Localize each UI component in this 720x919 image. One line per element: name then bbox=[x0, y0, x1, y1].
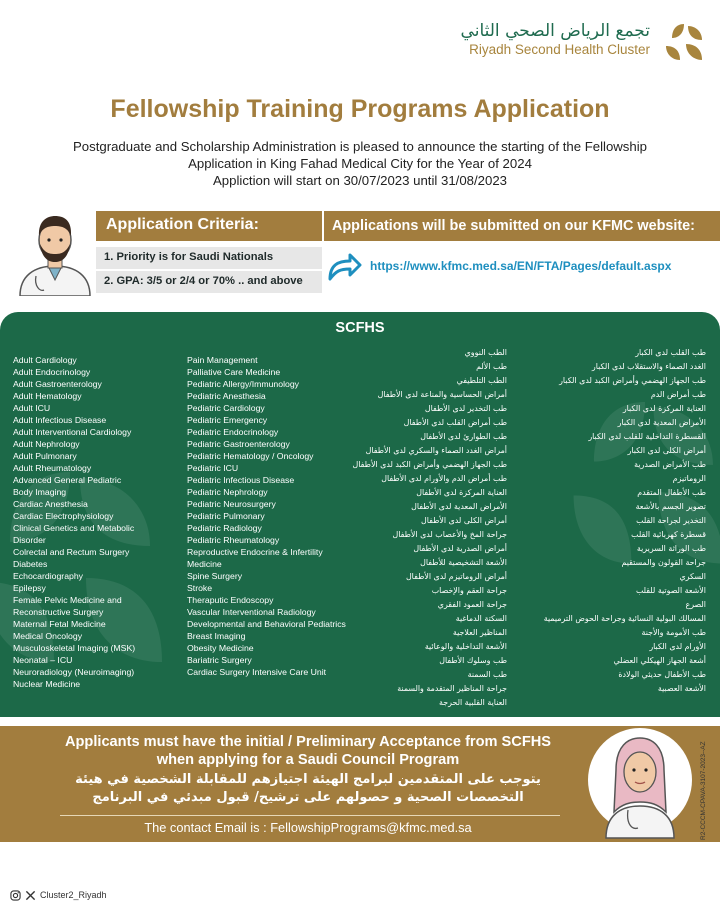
specialty-item: الأشعة التشخيصية للأطفال bbox=[420, 558, 507, 567]
criteria-item-2: 2. GPA: 3/5 or 2/4 or 70% .. and above bbox=[96, 271, 322, 293]
specialty-item: الأشعة الصوتية للقلب bbox=[635, 586, 706, 595]
logo-english-text: Riyadh Second Health Cluster bbox=[469, 42, 650, 57]
social-handle[interactable]: Cluster2_Riyadh bbox=[40, 890, 107, 900]
specialty-item: طب الألم bbox=[476, 362, 507, 371]
specialty-item: العناية القلبية الحرجة bbox=[439, 698, 507, 707]
curved-arrow-icon bbox=[326, 249, 362, 283]
scfhs-specialties-panel bbox=[0, 312, 720, 717]
document-reference-code: R2-CCCM-CPAVA-3107-2023--AZ bbox=[700, 741, 707, 840]
specialty-item: طب الأمومة والأجنة bbox=[641, 628, 706, 637]
specialty-item: Vascular Interventional Radiology bbox=[187, 607, 316, 617]
specialties-arabic-col-2 bbox=[544, 346, 706, 696]
specialty-item: أشعة الجهاز الهيكلي العضلي bbox=[613, 656, 706, 665]
specialty-item: Echocardiography bbox=[13, 571, 84, 581]
specialty-item: أمراض الكلى لدى الكبار bbox=[627, 446, 706, 455]
specialty-item: Pediatric Allergy/Immunology bbox=[187, 379, 300, 389]
specialty-item: Pediatric Pulmonary bbox=[187, 511, 265, 521]
specialty-item: Pediatric Nephrology bbox=[187, 487, 268, 497]
banner-arabic-line-1: يتوجب على المتقدمين لبرامج الهيئة اجتيازهم للمقابلة الشخصية في هيئة bbox=[75, 772, 541, 787]
specialty-item: الأمراض المعدية لدى الأطفال bbox=[411, 502, 507, 511]
banner-divider bbox=[60, 815, 560, 816]
specialty-item: Bariatric Surgery bbox=[187, 655, 252, 665]
specialty-item: طب الأمراض الصدرية bbox=[634, 460, 706, 469]
specialty-item: Medicine bbox=[187, 559, 222, 569]
specialty-item: Neuroradiology (Neuroimaging) bbox=[13, 667, 135, 677]
specialty-item: Breast Imaging bbox=[187, 631, 246, 641]
banner-english-line-1: Applicants must have the initial / Preliminary Acceptance from SCFHS bbox=[64, 734, 552, 750]
kfmc-website-link[interactable]: https://www.kfmc.med.sa/EN/FTA/Pages/default.aspx bbox=[370, 259, 672, 273]
specialty-item: Neonatal – ICU bbox=[13, 655, 73, 665]
specialty-item: Pediatric Neurosurgery bbox=[187, 499, 276, 509]
specialty-item: طب السمنة bbox=[467, 670, 507, 679]
specialty-item: المناظير العلاجية bbox=[452, 628, 507, 637]
specialty-item: جراحة المناظير المتقدمة والسمنة bbox=[397, 684, 507, 693]
intro-line-1: Postgraduate and Scholarship Administration is pleased to announce the starting of the Fellowship bbox=[72, 139, 647, 154]
specialty-item: جراحة القولون والمستقيم bbox=[621, 558, 706, 567]
specialty-item: العناية المركزة لدى الأطفال bbox=[416, 488, 507, 497]
specialty-item: Colrectal and Rectum Surgery bbox=[13, 547, 130, 557]
specialty-item: Spine Surgery bbox=[187, 571, 243, 581]
specialty-item: جراحة العمود الفقري bbox=[437, 600, 507, 609]
specialty-item: Reproductive Endocrine & Infertility bbox=[187, 547, 323, 557]
specialty-item: طب أمراض الدم والأورام لدى الأطفال bbox=[381, 474, 507, 483]
specialty-item: Cardiac Electrophysiology bbox=[13, 511, 114, 521]
cluster-logo bbox=[406, 18, 706, 64]
specialty-item: طب الطوارئ لدى الأطفال bbox=[420, 432, 507, 441]
specialty-item: طب وسلوك الأطفال bbox=[439, 656, 507, 665]
scfhs-title: SCFHS bbox=[335, 320, 385, 336]
specialty-item: الصرع bbox=[685, 600, 706, 609]
doctor-avatar-icon bbox=[14, 206, 96, 296]
specialty-item: Pediatric Emergency bbox=[187, 415, 268, 425]
specialty-item: Adult Infectious Disease bbox=[13, 415, 107, 425]
specialty-item: طب أمراض القلب لدى الأطفال bbox=[403, 418, 507, 427]
contact-email[interactable]: The contact Email is : FellowshipPrograms@kfmc.med.sa bbox=[144, 820, 472, 835]
specialty-item: أمراض الروماتيزم لدى الأطفال bbox=[405, 572, 507, 581]
specialty-item: Adult Gastroenterology bbox=[13, 379, 102, 389]
specialty-item: Advanced General Pediatric bbox=[13, 475, 122, 485]
specialty-item: الأمراض المعدية لدى الكبار bbox=[617, 418, 706, 427]
specialty-item: Maternal Fetal Medicine bbox=[13, 619, 106, 629]
specialty-item: Clinical Genetics and Metabolic bbox=[13, 523, 135, 533]
specialty-item: Pediatric Infectious Disease bbox=[187, 475, 295, 485]
banner-arabic-line-2: التخصصات الصحية و حصولهم على ترشيح/ قبول مبدئي في البرنامج bbox=[92, 790, 524, 805]
specialty-item: Pediatric Radiology bbox=[187, 523, 262, 533]
specialty-item: Adult Hematology bbox=[13, 391, 82, 401]
specialty-item: الأشعة العصبية bbox=[657, 684, 706, 693]
specialty-item: Female Pelvic Medicine and bbox=[13, 595, 122, 605]
page-title: Fellowship Training Programs Application bbox=[110, 95, 610, 123]
specialty-item: طب التخدير لدى الأطفال bbox=[424, 404, 507, 413]
criteria-item-1: 1. Priority is for Saudi Nationals bbox=[96, 247, 322, 269]
specialty-item: Obesity Medicine bbox=[187, 643, 254, 653]
specialty-item: طب القلب لدى الكبار bbox=[635, 348, 706, 357]
specialty-item: Adult Endocrinology bbox=[13, 367, 91, 377]
specialty-item: طب الوراثة السريرية bbox=[636, 544, 706, 553]
specialty-item: السكتة الدماغية bbox=[455, 614, 507, 623]
criteria-heading: Application Criteria: bbox=[96, 211, 322, 241]
specialty-item: قسطرة كهربائية القلب bbox=[631, 530, 706, 539]
specialty-item: طب الجهاز الهضمي وأمراض الكبد لدى الأطفال bbox=[352, 460, 507, 469]
banner-english-line-2: when applying for a Saudi Council Program bbox=[156, 752, 460, 768]
specialty-item: الغدد الصماء والاستقلاب لدى الكبار bbox=[591, 362, 706, 371]
specialty-item: الأشعة التداخلية والوعائية bbox=[424, 642, 507, 651]
specialty-item: Reconstructive Surgery bbox=[13, 607, 104, 617]
social-footer bbox=[10, 888, 107, 902]
specialty-item: Pediatric Anesthesia bbox=[187, 391, 266, 401]
nurse-avatar-icon bbox=[588, 720, 692, 840]
specialties-arabic-col-1 bbox=[353, 346, 507, 710]
specialty-item: طب أمراض الدم bbox=[650, 390, 706, 399]
specialty-item: Palliative Care Medicine bbox=[187, 367, 281, 377]
specialty-item: جراحة العقم والإخصاب bbox=[431, 586, 507, 595]
specialty-item: Adult Interventional Cardiology bbox=[13, 427, 132, 437]
specialties-english-col-1 bbox=[13, 354, 135, 690]
specialty-item: Pediatric Endocrinology bbox=[187, 427, 279, 437]
x-icon[interactable] bbox=[25, 890, 36, 901]
specialty-item: Adult Pulmonary bbox=[13, 451, 77, 461]
logo-arabic-text: تجمع الرياض الصحي الثاني bbox=[460, 21, 650, 41]
specialty-item: Pediatric Rheumatology bbox=[187, 535, 280, 545]
specialty-item: Medical Oncology bbox=[13, 631, 83, 641]
specialty-item: السكري bbox=[679, 572, 706, 581]
specialty-item: Adult Cardiology bbox=[13, 355, 77, 365]
specialty-item: Adult Rheumatology bbox=[13, 463, 92, 473]
specialty-item: Stroke bbox=[187, 583, 213, 593]
specialty-item: Pain Management bbox=[187, 355, 258, 365]
specialty-item: الطب التلطيفي bbox=[456, 376, 507, 385]
specialty-item: أمراض الغدد الصماء والسكري لدى الأطفال bbox=[365, 446, 507, 455]
specialty-item: أمراض الكلى لدى الأطفال bbox=[421, 516, 507, 525]
specialty-item: Pediatric Hematology / Oncology bbox=[187, 451, 314, 461]
specialty-item: Cardiac Surgery Intensive Care Unit bbox=[187, 667, 327, 677]
specialty-item: Adult Nephrology bbox=[13, 439, 80, 449]
specialty-item: طب الأطفال حديثي الولادة bbox=[618, 670, 706, 679]
specialty-item: التخدير لجراحة القلب bbox=[636, 516, 706, 525]
specialty-item: Body Imaging bbox=[13, 487, 67, 497]
specialty-item: Diabetes bbox=[13, 559, 48, 569]
specialty-item: العناية المركزة لدى الكبار bbox=[622, 404, 706, 413]
specialty-item: Pediatric Gastroenterology bbox=[187, 439, 290, 449]
specialty-item: Pediatric ICU bbox=[187, 463, 239, 473]
specialty-item: طب الأطفال المتقدم bbox=[637, 488, 706, 497]
specialty-item: Cardiac Anesthesia bbox=[13, 499, 88, 509]
specialty-item: طب الجهاز الهضمي وأمراض الكبد لدى الكبار bbox=[559, 376, 706, 385]
specialty-item: تصوير الجسم بالأشعة bbox=[635, 502, 706, 511]
specialty-item: المسالك البولية النسائية وجراحة الحوض الترميمية bbox=[543, 614, 706, 623]
instagram-icon[interactable] bbox=[10, 890, 21, 901]
specialties-english-col-2 bbox=[187, 354, 346, 678]
specialty-item: القسطرة التداخلية للقلب لدى الكبار bbox=[588, 432, 706, 441]
specialty-item: Nuclear Medicine bbox=[13, 679, 81, 689]
applications-heading: Applications will be submitted on our KFMC website: bbox=[324, 211, 720, 241]
specialty-item: Adult ICU bbox=[13, 403, 51, 413]
specialty-item: الطب النووي bbox=[464, 348, 507, 357]
intro-line-2: Application in King Fahad Medical City for the Year of 2024 bbox=[188, 156, 532, 171]
specialty-item: Theraputic Endoscopy bbox=[187, 595, 274, 605]
cluster-logo-icon bbox=[662, 20, 706, 64]
specialty-item: Musculoskeletal Imaging (MSK) bbox=[13, 643, 136, 653]
specialty-item: الأورام لدى الكبار bbox=[649, 642, 706, 651]
specialty-item: Disorder bbox=[13, 535, 46, 545]
specialty-item: Pediatric Cardiology bbox=[187, 403, 265, 413]
specialty-item: Developmental and Behavioral Pediatrics bbox=[187, 619, 346, 629]
specialty-item: Epilepsy bbox=[13, 583, 46, 593]
specialty-item: أمراض الحساسية والمناعة لدى الأطفال bbox=[377, 390, 507, 399]
intro-line-3: Appliction will start on 30/07/2023 until 31/08/2023 bbox=[213, 173, 507, 188]
specialty-item: جراحة المخ والأعصاب لدى الأطفال bbox=[392, 530, 507, 539]
specialty-item: الروماتيزم bbox=[672, 474, 706, 483]
specialty-item: أمراض الصدرية لدى الأطفال bbox=[413, 544, 507, 553]
